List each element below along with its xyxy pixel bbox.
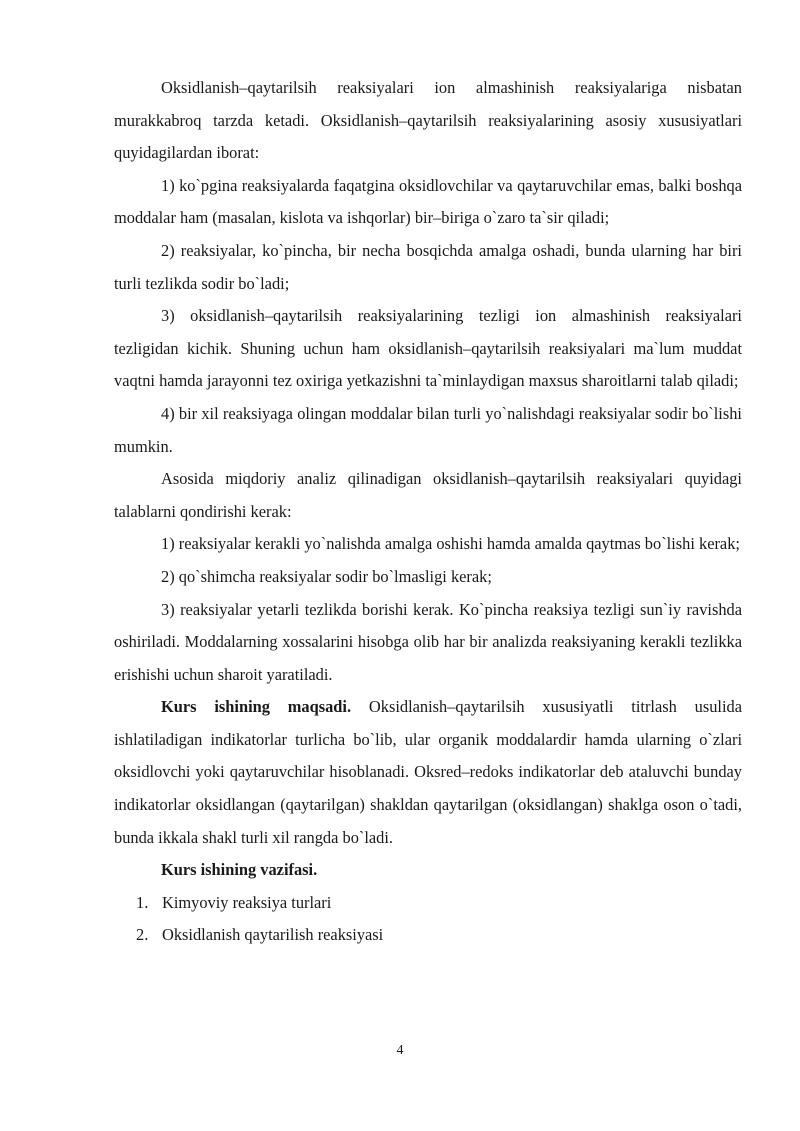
paragraph-goal — [114, 691, 742, 854]
paragraph-requirement-3: 3) reaksiyalar yetarli tezlikda borishi kerak. Ko`pincha reaksiya tezligi sun`iy ravishda oshiriladi. Moddalarning xossalarini hisobga olib har bir analizda reaksiyaning kerakli tezlikka erishishi uchun sharoit yaratiladi. — [114, 599, 742, 684]
paragraph-feature-4: 4) bir xil reaksiyaga olingan moddalar bilan turli yo`nalishdagi reaksiyalar sodir bo`lishi mumkin. — [114, 403, 742, 456]
list-item-number: 1. — [136, 892, 149, 912]
list-item-number: 2. — [136, 925, 149, 945]
paragraph-feature-2: 2) reaksiyalar, ko`pincha, bir necha bosqichda amalga oshadi, bunda ularning har biri turli tezlikda sodir bo`ladi; — [114, 240, 742, 293]
tasks-heading: Kurs ishining vazifasi. — [161, 860, 318, 880]
paragraph-tasks — [114, 854, 742, 887]
paragraph-requirement-1: 1) reaksiyalar kerakli yo`nalishda amalga oshishi hamda amalda qaytmas bo`lishi kerak; — [161, 534, 740, 554]
paragraph-feature-1: 1) ko`pgina reaksiyalarda faqatgina oksidlovchilar va qaytaruvchilar emas, balki boshqa moddalar ham (masalan, kislota va ishqorlar) bir–biriga o`zaro ta`sir qiladi; — [114, 175, 742, 228]
document-page — [114, 72, 742, 952]
list-item-text: Kimyoviy reaksiya turlari — [162, 892, 332, 912]
goal-text: Oksidlanish–qaytarilsih xususiyatli titrlash usulida ishlatiladigan indikatorlar turlicha bo`lib, ular organik moddalardir hamda ularning o`zlari oksidlovchi yoki qaytaruvchilar hisoblanadi. Oksred–redoks indikatorlar deb ataluvchi bunday indikatorlar oksidlangan (qaytarilgan) shakldan qaytarilgan (oksidlangan) shaklga oson o`tadi, bunda ikkala shakl turli xil rangda bo`ladi. — [114, 697, 742, 847]
paragraph-feature-3: 3) oksidlanish–qaytarilsih reaksiyalarining tezligi ion almashinish reaksiyalari tezligidan kichik. Shuning uchun ham oksidlanish–qaytarilsih reaksiyalari ma`lum muddat vaqtni hamda jarayonni tez oxiriga yetkazishni ta`minlaydigan maxsus sharoitlarni talab qiladi; — [114, 306, 742, 391]
goal-heading: Kurs ishining maqsadi. — [161, 697, 352, 717]
list-item — [114, 919, 742, 952]
page-number: 4 — [396, 1043, 404, 1058]
paragraph-requirement-2: 2) qo`shimcha reaksiyalar sodir bo`lmasligi kerak; — [161, 566, 492, 586]
list-item — [114, 887, 742, 920]
paragraph-intro: Oksidlanish–qaytarilsih reaksiyalari ion almashinish reaksiyalariga nisbatan murakkabroq tarzda ketadi. Oksidlanish–qaytarilsih reaksiyalarining asosiy xususiyatlari quyidagilardan iborat: — [114, 78, 742, 163]
paragraph-requirements: Asosida miqdoriy analiz qilinadigan oksidlanish–qaytarilsih reaksiyalari quyidagi talablarni qondirishi kerak: — [114, 469, 742, 521]
list-item-text: Oksidlanish qaytarilish reaksiyasi — [162, 925, 384, 945]
